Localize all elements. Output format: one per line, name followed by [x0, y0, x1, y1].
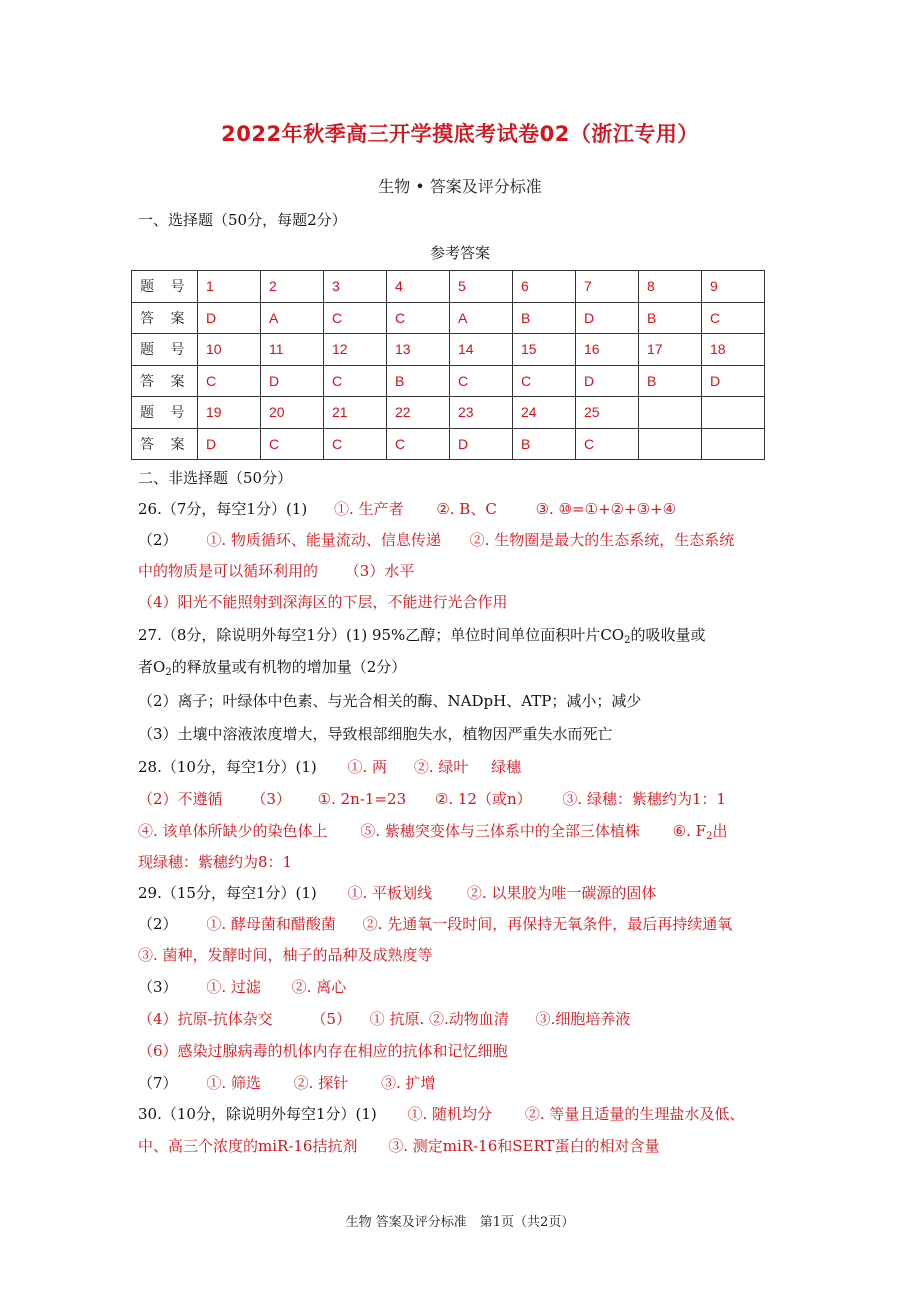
answer-cell: C: [387, 428, 450, 460]
question-number-cell: 7: [576, 271, 639, 303]
question-number-cell: 16: [576, 334, 639, 366]
question-number-cell: 15: [513, 334, 576, 366]
q27-line2: 者$O_2$的释放量或有机物的增加量（2分）: [138, 658, 407, 678]
answer-cell: A: [450, 302, 513, 334]
question-row: [132, 397, 765, 429]
answer-cell: C: [324, 302, 387, 334]
question-number-cell: 10: [198, 334, 261, 366]
answer-cell: B: [513, 428, 576, 460]
section1-heading: 一、选择题（50分，每题2分）: [138, 211, 347, 229]
q27-line1: 27.（8分，除说明外每空1分）(1) 95%乙醇；单位时间单位面积叶片$CO_2$的吸收量或: [138, 626, 706, 646]
answer-cell: D: [576, 365, 639, 397]
answer-cell: D: [198, 302, 261, 334]
answer-cell: B: [387, 365, 450, 397]
question-number-cell: 22: [387, 397, 450, 429]
answer-cell: B: [639, 302, 702, 334]
q29-line3: ③. 菌种，发酵时间，柚子的品种及成熟度等: [138, 946, 433, 964]
question-number-cell: 6: [513, 271, 576, 303]
page-footer: 生物 答案及评分标准 第1页（共2页）: [345, 1215, 575, 1230]
answer-cell: [702, 428, 765, 460]
q28-line1: 28.（10分，每空1分）(1) ①. 两 ②. 绿叶 绿穗: [138, 758, 522, 776]
q29-line5: （4）抗原-抗体杂交 （5） ① 抗原. ②.动物血清 ③.细胞培养液: [138, 1010, 631, 1028]
answer-cell: C: [387, 302, 450, 334]
q29-line4: （3） ①. 过滤 ②. 离心: [138, 978, 347, 996]
q30-line2: 中、高三个浓度的miR-16拮抗剂 ③. 测定miR-16和SERT蛋白的相对含量: [138, 1137, 660, 1155]
answer-cell: [639, 428, 702, 460]
q30-line1: 30.（10分，除说明外每空1分）(1) ①. 随机均分 ②. 等量且适量的生理盐水及低、: [138, 1105, 745, 1123]
question-number-cell: 8: [639, 271, 702, 303]
question-number-cell: 25: [576, 397, 639, 429]
answer-cell: C: [261, 428, 324, 460]
q28-line3: ④. 该单体所缺少的染色体上 ⑤. 紫穗突变体与三体系中的全部三体植株 ⑥. $F_2$出: [138, 822, 728, 842]
question-number-cell: 1: [198, 271, 261, 303]
answer-cell: D: [261, 365, 324, 397]
page-subtitle: 生物 • 答案及评分标准: [378, 177, 542, 196]
question-row-label: 题 号: [132, 334, 198, 366]
question-number-cell: 12: [324, 334, 387, 366]
question-number-cell: 17: [639, 334, 702, 366]
question-number-cell: 4: [387, 271, 450, 303]
answer-cell: B: [639, 365, 702, 397]
question-number-cell: 24: [513, 397, 576, 429]
answer-cell: D: [702, 365, 765, 397]
question-number-cell: 11: [261, 334, 324, 366]
answer-row: [132, 365, 765, 397]
q26-line4: （4）阳光不能照射到深海区的下层，不能进行光合作用: [138, 593, 508, 611]
question-row-label: 题 号: [132, 397, 198, 429]
question-row-label: 题 号: [132, 271, 198, 303]
answer-cell: D: [198, 428, 261, 460]
q27-line3: （2）离子；叶绿体中色素、与光合相关的酶、NADpH、ATP；减小；减少: [138, 692, 642, 710]
q26-line2: （2） ①. 物质循环、能量流动、信息传递 ②. 生物圈是最大的生态系统，生态系统: [138, 531, 735, 549]
page-title: 2022年秋季高三开学摸底考试卷02（浙江专用）: [221, 122, 699, 146]
q28-line4: 现绿穗：紫穗约为8：1: [138, 853, 293, 871]
q29-line6: （6）感染过腺病毒的机体内存在相应的抗体和记忆细胞: [138, 1042, 508, 1060]
question-number-cell: 14: [450, 334, 513, 366]
q27-line4: （3）土壤中溶液浓度增大，导致根部细胞失水，植物因严重失水而死亡: [138, 725, 613, 743]
question-row: [132, 271, 765, 303]
q26-line1: 26.（7分，每空1分）(1) ①. 生产者 ②. B、C ③. ⑩=①+②+③+④: [138, 500, 677, 518]
answer-cell: A: [261, 302, 324, 334]
q29-line1: 29.（15分，每空1分）(1) ①. 平板划线 ②. 以果胶为唯一碳源的固体: [138, 884, 657, 902]
question-number-cell: [702, 397, 765, 429]
answer-cell: D: [450, 428, 513, 460]
answer-cell: C: [702, 302, 765, 334]
q26-line3: 中的物质是可以循环利用的 （3）水平: [138, 562, 415, 580]
answer-row-label: 答 案: [132, 428, 198, 460]
q29-line7: （7） ①. 筛选 ②. 探针 ③. 扩增: [138, 1074, 436, 1092]
reference-answer-heading: 参考答案: [429, 244, 490, 262]
answer-cell: C: [513, 365, 576, 397]
answer-cell: B: [513, 302, 576, 334]
answer-cell: C: [576, 428, 639, 460]
question-number-cell: 2: [261, 271, 324, 303]
answer-row: [132, 302, 765, 334]
answer-cell: D: [576, 302, 639, 334]
question-number-cell: 21: [324, 397, 387, 429]
answer-cell: C: [324, 365, 387, 397]
answer-cell: C: [450, 365, 513, 397]
question-number-cell: 18: [702, 334, 765, 366]
answer-row-label: 答 案: [132, 365, 198, 397]
section2-heading: 二、非选择题（50分）: [138, 469, 293, 487]
answer-cell: C: [198, 365, 261, 397]
q29-line2: （2） ①. 酵母菌和醋酸菌 ②. 先通氧一段时间，再保持无氧条件，最后再持续通氧: [138, 915, 733, 933]
question-number-cell: 5: [450, 271, 513, 303]
answer-row: [132, 428, 765, 460]
question-number-cell: 3: [324, 271, 387, 303]
answer-row-label: 答 案: [132, 302, 198, 334]
question-number-cell: 13: [387, 334, 450, 366]
question-number-cell: [639, 397, 702, 429]
question-number-cell: 9: [702, 271, 765, 303]
answer-cell: C: [324, 428, 387, 460]
q28-line2: （2）不遵循 （3） ①. 2n-1=23 ②. 12（或n） ③. 绿穗：紫穗约为1：1: [138, 790, 727, 808]
question-number-cell: 23: [450, 397, 513, 429]
question-number-cell: 20: [261, 397, 324, 429]
question-number-cell: 19: [198, 397, 261, 429]
answer-table: [131, 270, 765, 460]
question-row: [132, 334, 765, 366]
